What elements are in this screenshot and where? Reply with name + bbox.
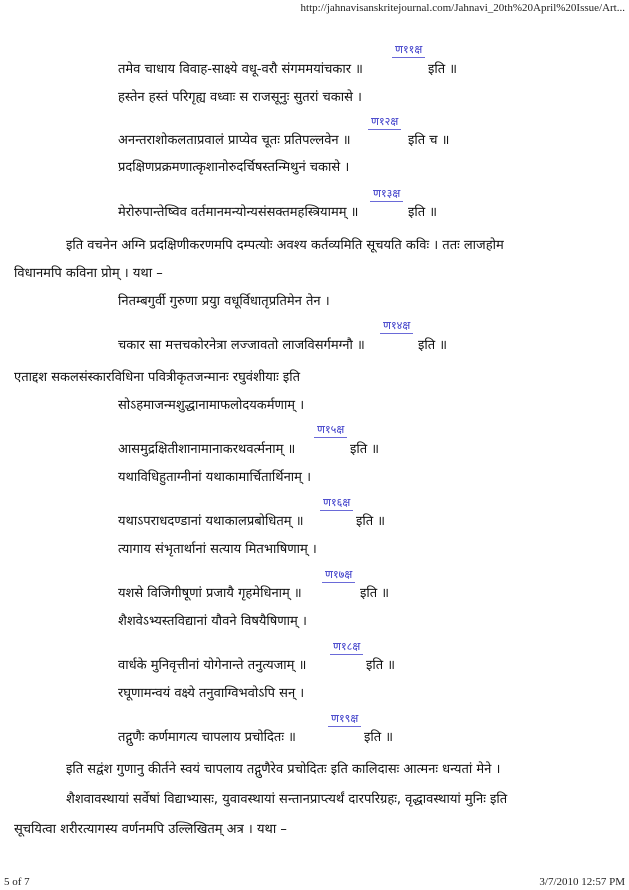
verse-line: अनन्तराशोकलताप्रवालं प्राप्येव चूतः प्रतिपल्लवेन ॥ [118,133,351,148]
header-url: http://jahnavisanskritejournal.com/Jahnavi_20th%20April%20Issue/Art... [300,2,625,14]
footnote-marker[interactable]: ण१३क्ष [370,188,403,202]
page-number: 5 of 7 [4,876,30,888]
verse-line: सोऽहमाजन्मशुद्धानामाफलोदयकर्मणाम् । [118,398,305,413]
verse-line: चकार सा मत्तचकोरनेत्रा लज्जावतो लाजविसर्गमग्नौ ॥ [118,338,365,353]
footnote-marker[interactable]: ण१७क्ष [322,569,355,583]
footnote-marker[interactable]: ण१४क्ष [380,320,413,334]
verse-line: रघूणामन्वयं वक्ष्ये तनुवाग्विभवोऽपि सन् । [118,686,305,701]
verse-line: त्यागाय संभृतार्थानां सत्याय मितभाषिणाम् । [118,542,317,557]
verse-line: वार्धके मुनिवृत्तीनां योगेनान्ते तनुत्यजाम् ॥ [118,658,307,673]
iti-word: इति ॥ [350,442,380,457]
footnote-marker[interactable]: ण१६क्ष [320,497,353,511]
iti-word: इति ॥ [418,338,448,353]
iti-word: इति ॥ [360,586,390,601]
verse-line: प्रदक्षिणप्रक्रमणात्कृशानोरुदर्चिषस्तन्मिथुनं चकासे । [118,160,350,175]
iti-word: इति ॥ [364,730,394,745]
verse-line: तद्गुणैः कर्णमागत्य चापलाय प्रचोदितः ॥ [118,730,296,745]
verse-line: तमेव चाधाय विवाह-साक्ष्ये वधू-वरौ संगममयांचकार ॥ [118,62,363,77]
verse-line: नितम्बगुर्वी गुरुणा प्रयुा वधूर्विधातृप्रतिमेन तेन । [118,294,330,309]
verse-line: यशसे विजिगीषूणां प्रजायै गृहमेधिनाम् ॥ [118,586,302,601]
print-datetime: 3/7/2010 12:57 PM [539,876,625,888]
iti-word: इति ॥ [408,205,438,220]
verse-line: आसमुद्रक्षितीशानामानाकरथवर्त्मनाम् ॥ [118,442,296,457]
footnote-marker[interactable]: ण११क्ष [392,44,425,58]
prose-line: सूचयित्वा शरीरत्यागस्य वर्णनमपि उल्लिखितम् अत्र । यथा – [14,822,287,837]
verse-line: हस्तेन हस्तं परिगृह्य वध्वाः स राजसूनुः सुतरां चकासे । [118,90,362,105]
footnote-marker[interactable]: ण१८क्ष [330,641,363,655]
iti-word: इति च ॥ [408,133,450,148]
footnote-marker[interactable]: ण१२क्ष [368,116,401,130]
verse-line: मेरोरुपान्तेष्विव वर्तमानमन्योन्यसंसक्तमहस्त्रियामम् ॥ [118,205,359,220]
footnote-marker[interactable]: ण१५क्ष [314,424,347,438]
prose-line: शैशवावस्थायां सर्वेषां विद्याभ्यासः, युवावस्थायां सन्तानप्राप्त्यर्थं दारपरिग्रहः, वृद्धावस्थायां मुनिः इति [66,792,508,807]
iti-word: इति ॥ [366,658,396,673]
footnote-marker[interactable]: ण१९क्ष [328,713,361,727]
prose-line: विधानमपि कविना प्रोम् । यथा – [14,266,163,281]
prose-line: इति वचनेन अग्नि प्रदक्षिणीकरणमपि दम्पत्योः अवश्य कर्तव्यमिति सूचयति कविः । ततः लाजहोम [66,238,504,253]
verse-line: यथाऽपराधदण्डानां यथाकालप्रबोधितम् ॥ [118,514,304,529]
iti-word: इति ॥ [356,514,386,529]
verse-line: शैशवेऽभ्यस्तविद्यानां यौवने विषयैषिणाम् । [118,614,307,629]
iti-word: इति ॥ [428,62,458,77]
prose-line: इति सद्वंश गुणानु कीर्तने स्वयं चापलाय तद्गुणैरेव प्रचोदितः इति कालिदासः आत्मनः धन्यतां मेने । [66,762,501,777]
prose-line: एताद्दश सकलसंस्कारविधिना पवित्रीकृतजन्मानः रघुवंशीयाः इति [14,370,301,385]
verse-line: यथाविधिहुताग्नीनां यथाकामार्चितार्थिनाम् । [118,470,311,485]
